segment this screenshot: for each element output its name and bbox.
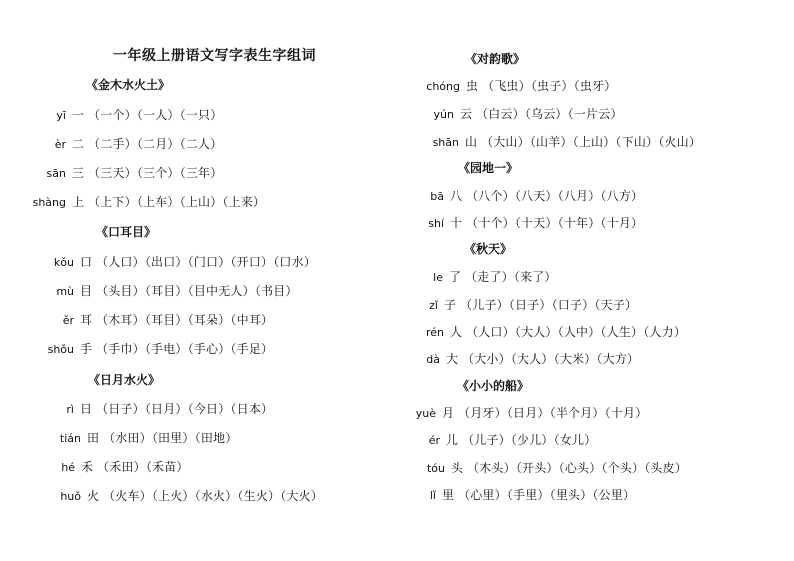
word-group: （三天）（三个）（三年） (88, 166, 223, 180)
pinyin: dà (426, 353, 440, 366)
word-group: （人口）（出口）（门口）（开口）（口水） (96, 255, 317, 269)
entry-row (0, 214, 643, 231)
entry-row (0, 105, 623, 122)
character: 田 (87, 431, 100, 445)
character: 虫 (466, 79, 479, 93)
word-group: （火车）（上火）（水火）（生火）（大火） (103, 489, 324, 503)
entry-row (0, 187, 643, 204)
section-heading: 《日月水火》 (88, 373, 161, 387)
section-heading: 《秋天》 (464, 242, 513, 256)
word-group: （儿子）（少儿）（女儿） (462, 433, 597, 447)
word-group: （儿子）（日子）（口子）（天子） (460, 298, 638, 312)
entry-row (0, 296, 637, 313)
entry-row (0, 486, 635, 503)
character: 十 (450, 216, 463, 230)
pinyin: le (433, 271, 443, 284)
section-heading: 《对韵歌》 (465, 52, 526, 66)
word-group: （手巾）（手电）（手心）（手足） (96, 342, 274, 356)
pinyin: yún (433, 108, 454, 121)
pinyin: bā (430, 190, 444, 203)
pinyin: huǒ (60, 490, 81, 503)
character: 子 (444, 298, 457, 312)
word-group: （木耳）（耳目）（耳朵）（中耳） (96, 313, 274, 327)
pinyin: yuè (415, 407, 436, 420)
word-group: （心里）（手里）（里头）（公里） (458, 488, 636, 502)
pinyin: hé (61, 461, 75, 474)
word-group: （日子）（日月）（今日）（日本） (96, 402, 274, 416)
character: 上 (72, 195, 85, 209)
character: 二 (72, 137, 85, 151)
character: 一 (72, 108, 85, 122)
pinyin: sān (46, 167, 66, 180)
entry-row (0, 404, 647, 421)
pinyin: shàng (32, 196, 66, 209)
pinyin: tián (59, 432, 81, 445)
pinyin: lǐ (429, 489, 436, 502)
pinyin: shān (432, 136, 459, 149)
entry-row (0, 164, 222, 181)
character: 火 (87, 489, 100, 503)
pinyin: ěr (62, 314, 74, 327)
character: 儿 (446, 433, 459, 447)
character: 月 (442, 406, 455, 420)
pinyin: rì (66, 403, 74, 416)
character: 日 (80, 402, 93, 416)
character: 了 (449, 270, 462, 284)
entry-row (0, 268, 557, 285)
entry-row (0, 350, 639, 367)
character: 云 (460, 107, 473, 121)
section-heading: 《园地一》 (458, 161, 519, 175)
pinyin: rén (425, 326, 444, 339)
character: 里 (442, 488, 455, 502)
character: 山 (465, 135, 478, 149)
word-group: （飞虫）（虫子）（虫牙） (482, 79, 617, 93)
word-group: （大小）（大人）（大米）（大方） (462, 352, 640, 366)
pinyin: èr (54, 138, 66, 151)
entry-row (0, 77, 616, 94)
pinyin: ér (428, 434, 440, 447)
pinyin: shǒu (47, 343, 74, 356)
pinyin: chóng (426, 80, 460, 93)
pinyin: mù (56, 285, 74, 298)
word-group: （头目）（耳目）（目中无人）（书目） (96, 284, 298, 298)
pinyin: tóu (426, 462, 445, 475)
word-group: （白云）（乌云）（一片云） (476, 107, 623, 121)
word-group: （上下）（上车）（上山）（上来） (88, 195, 266, 209)
page-title: 一年级上册语文写字表生字组词 (113, 48, 316, 64)
word-group: （十个）（十天）（十年）（十月） (466, 216, 644, 230)
word-group: （大山）（山羊）（上山）（下山）（火山） (481, 135, 702, 149)
word-group: （八个）（八天）（八月）（八方） (466, 189, 644, 203)
character: 耳 (80, 313, 93, 327)
pinyin: yī (56, 109, 66, 122)
character: 目 (80, 284, 93, 298)
character: 三 (72, 166, 85, 180)
character: 口 (80, 255, 93, 269)
section-heading: 《口耳目》 (96, 225, 157, 239)
section-heading: 《金木水火土》 (86, 78, 171, 92)
character: 人 (450, 325, 463, 339)
word-group: （木头）（开头）（心头）（个头）（头皮） (467, 461, 688, 475)
entry-row (0, 323, 686, 340)
entry-row (0, 459, 687, 476)
word-group: （走了）（来了） (465, 270, 557, 284)
word-group: （禾田）（禾苗） (97, 460, 189, 474)
character: 大 (446, 352, 459, 366)
section-heading: 《小小的船》 (457, 379, 530, 393)
entry-row (0, 133, 701, 150)
character: 头 (451, 461, 464, 475)
pinyin: shí (428, 217, 444, 230)
entry-row (0, 431, 596, 448)
word-group: （一个）（一人）（一只） (88, 108, 223, 122)
character: 八 (450, 189, 463, 203)
character: 禾 (81, 460, 94, 474)
word-group: （二手）（二月）（二人） (88, 137, 223, 151)
word-group: （月牙）（日月）（半个月）（十月） (458, 406, 648, 420)
pinyin: zǐ (429, 299, 438, 312)
character: 手 (80, 342, 93, 356)
word-group: （人口）（大人）（人中）（人生）（人力） (466, 325, 687, 339)
word-group: （水田）（田里）（田地） (103, 431, 238, 445)
pinyin: kǒu (53, 256, 74, 269)
